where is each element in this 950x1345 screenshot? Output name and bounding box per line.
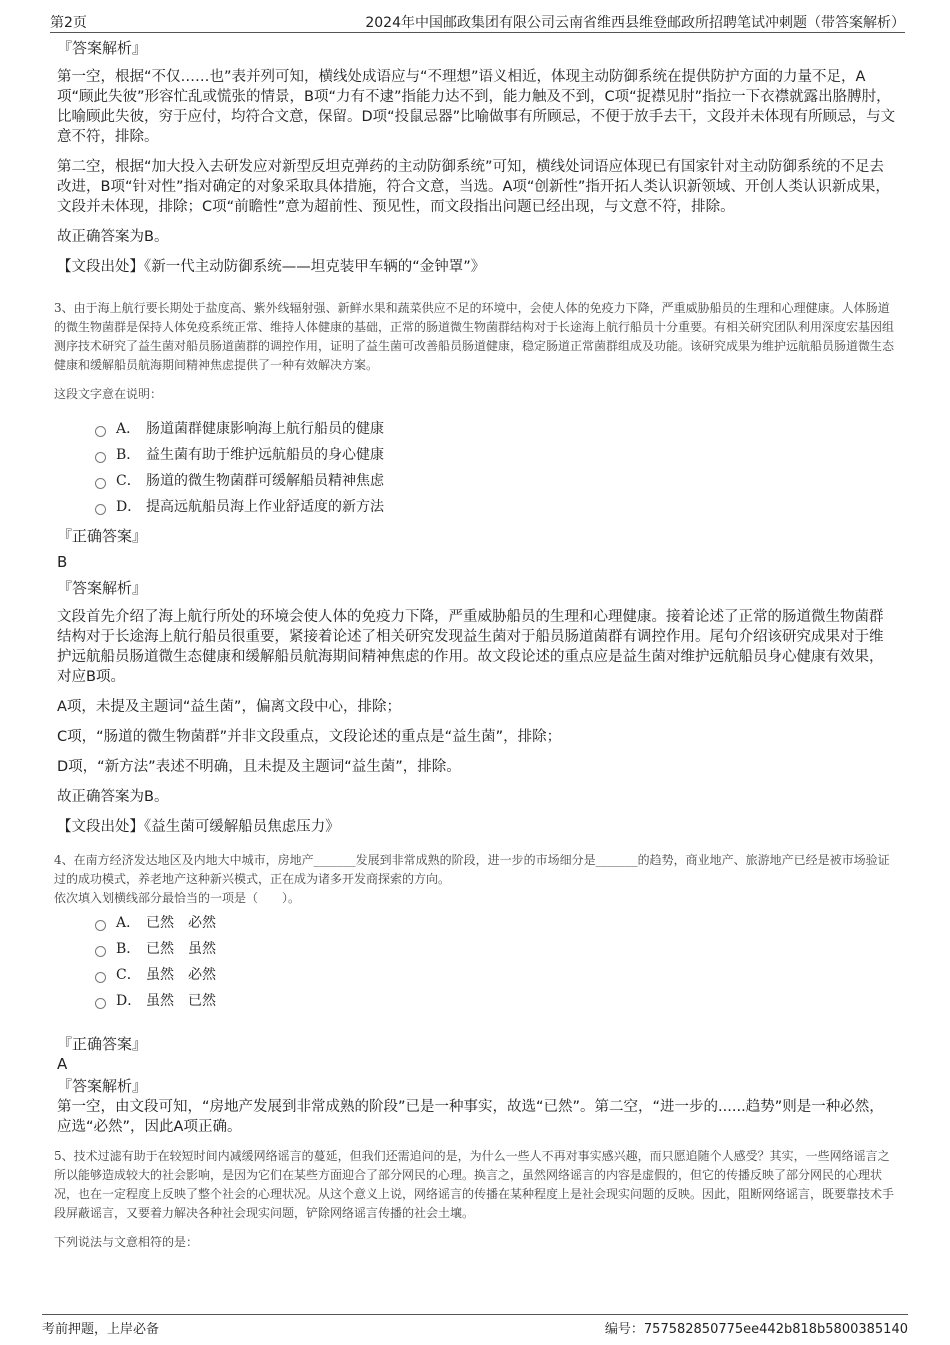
q3-analysis-para-4: D项，“新方法”表述不明确，且未提及主题词“益生菌”，排除。 xyxy=(57,759,461,775)
q3-option-a[interactable] xyxy=(95,416,897,442)
q4-correct-label: 『正确答案』 xyxy=(57,1035,148,1053)
option-letter: A． xyxy=(116,421,141,437)
q2-analysis-para-1: 第一空，根据“不仅……也”表并列可知，横线处成语应与“不理想”语义相近，体现主动防御系统在提供防护方面的力量不足，A项“顾此失彼”形容忙乱或慌张的情景，B项“力有不逮”指能力达不到，能力触及不到，C项“捉襟见肘”指拉一下衣襟就露出胳膊肘，比喻顾此失彼，穷于应付，均符合文意，保留。D项“投鼠忌器”比喻做事有所顾忌，不便于放手去干，文段并未体现有所顾忌，与文意不符，排除。 xyxy=(57,69,896,145)
document-title: 2024年中国邮政集团有限公司云南省维西县维登邮政所招聘笔试冲刺题（带答案解析） xyxy=(365,15,905,31)
q3-option-d[interactable] xyxy=(95,494,897,520)
q3-correct-answer: B xyxy=(57,553,68,571)
q3-source: 【文段出处】《益生菌可缓解船员焦虑压力》 xyxy=(57,819,340,835)
option-letter: B． xyxy=(116,447,141,463)
q2-analysis-para-3: 故正确答案为B。 xyxy=(57,229,169,245)
q4-analysis-label: 『答案解析』 xyxy=(57,1077,148,1095)
q4-option-d[interactable] xyxy=(95,988,897,1014)
q3-correct-label: 『正确答案』 xyxy=(57,527,148,545)
option-text: 肠道菌群健康影响海上航行船员的健康 xyxy=(146,421,384,437)
radio-button-icon[interactable] xyxy=(95,946,106,957)
document-body xyxy=(54,38,897,1262)
radio-button-icon[interactable] xyxy=(95,426,106,437)
q4-option-a[interactable] xyxy=(95,910,897,936)
page-footer xyxy=(42,1314,908,1335)
q4-option-c[interactable] xyxy=(95,962,897,988)
q3-option-b[interactable] xyxy=(95,442,897,468)
radio-button-icon[interactable] xyxy=(95,972,106,983)
footer-slogan: 考前押题，上岸必备 xyxy=(42,1322,160,1337)
option-text: 虽然 必然 xyxy=(146,967,216,983)
q4-correct-answer: A xyxy=(57,1055,68,1073)
q4-prompt: 依次填入划横线部分最恰当的一项是（ ）。 xyxy=(54,891,301,905)
option-text: 虽然 已然 xyxy=(146,993,216,1009)
question-5 xyxy=(54,1147,897,1252)
q4-options xyxy=(95,910,897,1014)
q5-stem: 5、技术过滤有助于在较短时间内减缓网络谣言的蔓延，但我们还需追问的是，为什么一些人不再对事实感兴趣，而只愿追随个人感受？其实，一些网络谣言之所以能够造成较大的社会影响，是因为它们在某些方面迎合了部分网民的心理。换言之，虽然网络谣言的内容是虚假的，但它的传播反映了部分网民的心理状况，也在一定程度上反映了整个社会的心理状况。从这个意义上说，网络谣言的传播在某种程度上是社会现实问题的反映。因此，阻断网络谣言，既要靠技术手段屏蔽谣言，又要着力解决各种社会现实问题，铲除网络谣言传播的社会土壤。 xyxy=(54,1149,895,1220)
q3-prompt: 这段文字意在说明： xyxy=(54,387,163,401)
option-text: 已然 虽然 xyxy=(146,941,216,957)
option-letter: D． xyxy=(116,993,142,1009)
radio-button-icon[interactable] xyxy=(95,504,106,515)
q3-analysis-label: 『答案解析』 xyxy=(57,579,148,597)
radio-button-icon[interactable] xyxy=(95,452,106,463)
question-4 xyxy=(54,851,897,1137)
q4-option-b[interactable] xyxy=(95,936,897,962)
page-header xyxy=(50,10,905,33)
q3-analysis-para-2: A项，未提及主题词“益生菌”，偏离文段中心，排除； xyxy=(57,699,401,715)
q5-prompt: 下列说法与文意相符的是： xyxy=(54,1235,199,1249)
radio-button-icon[interactable] xyxy=(95,920,106,931)
q3-stem: 3、由于海上航行要长期处于盐度高、紫外线辐射强、新鲜水果和蔬菜供应不足的环境中，会使人体的免疫力下降，严重威胁船员的生理和心理健康。人体肠道的微生物菌群是保持人体免疫系统正常、维持人体健康的基础，正常的肠道微生物菌群结构对于长途海上航行船员十分重要。有相关研究团队利用深度宏基因组测序技术研究了益生菌对船员肠道菌群的调控作用，证明了益生菌可改善船员肠道健康，稳定肠道正常菌群组成及功能。该研究成果为维护远航船员肠道微生态健康和缓解船员航海期间精神焦虑提供了一种有效解决方案。 xyxy=(54,301,895,372)
radio-button-icon[interactable] xyxy=(95,478,106,489)
q2-source: 【文段出处】《新一代主动防御系统——坦克装甲车辆的“金钟罩”》 xyxy=(57,259,486,275)
radio-button-icon[interactable] xyxy=(95,998,106,1009)
q3-analysis-para-3: C项，“肠道的微生物菌群”并非文段重点，文段论述的重点是“益生菌”，排除； xyxy=(57,729,562,745)
q2-analysis-section xyxy=(57,38,897,277)
q4-analysis-para-1: 第一空，由文段可知，“房地产发展到非常成熟的阶段”已是一种事实，故选“已然”。第二空，“进一步的......趋势”则是一种必然，应选“必然”，因此A项正确。 xyxy=(57,1099,884,1135)
option-text: 益生菌有助于维护远航船员的身心健康 xyxy=(146,447,384,463)
q2-analysis-label: 『答案解析』 xyxy=(57,39,148,57)
option-letter: D． xyxy=(116,499,142,515)
q3-option-c[interactable] xyxy=(95,468,897,494)
q4-stem: 4、在南方经济发达地区及内地大中城市，房地产_______发展到非常成熟的阶段，进一步的市场细分是_______的趋势，商业地产、旅游地产已经是被市场验证过的成功模式，养老地产这种新兴模式，正在成为诸多开发商探索的方向。 xyxy=(54,853,890,886)
option-letter: A． xyxy=(116,915,141,931)
question-3 xyxy=(54,299,897,837)
option-letter: B． xyxy=(116,941,141,957)
option-letter: C． xyxy=(116,967,141,983)
q2-analysis-para-2: 第二空，根据“加大投入去研发应对新型反坦克弹药的主动防御系统”可知，横线处词语应体现已有国家针对主动防御系统的不足去改进，B项“针对性”指对确定的对象采取具体措施，符合文意，当选。A项“创新性”指开拓人类认识新领域、开创人类认识新成果，文段并未体现，排除；C项“前瞻性”意为超前性、预见性，而文段指出问题已经出现，与文意不符，排除。 xyxy=(57,159,890,215)
option-text: 已然 必然 xyxy=(146,915,216,931)
option-text: 肠道的微生物菌群可缓解船员精神焦虑 xyxy=(146,473,384,489)
q3-analysis-para-1: 文段首先介绍了海上航行所处的环境会使人体的免疫力下降，严重威胁船员的生理和心理健康。接着论述了正常的肠道微生物菌群结构对于长途海上航行船员很重要，紧接着论述了相关研究发现益生菌对于船员肠道菌群有调控作用。尾句介绍该研究成果对于维护远航船员肠道微生态健康和缓解船员航海期间精神焦虑的作用。故文段论述的重点应是益生菌对维护远航船员身心健康有效果，对应B项。 xyxy=(57,609,884,685)
q3-analysis-para-5: 故正确答案为B。 xyxy=(57,789,169,805)
q3-options xyxy=(95,416,897,520)
page-number: 第2页 xyxy=(50,15,87,31)
option-text: 提高远航船员海上作业舒适度的新方法 xyxy=(146,499,384,515)
option-letter: C． xyxy=(116,473,141,489)
document-serial-number: 编号：757582850775ee442b818b5800385140 xyxy=(604,1322,908,1337)
